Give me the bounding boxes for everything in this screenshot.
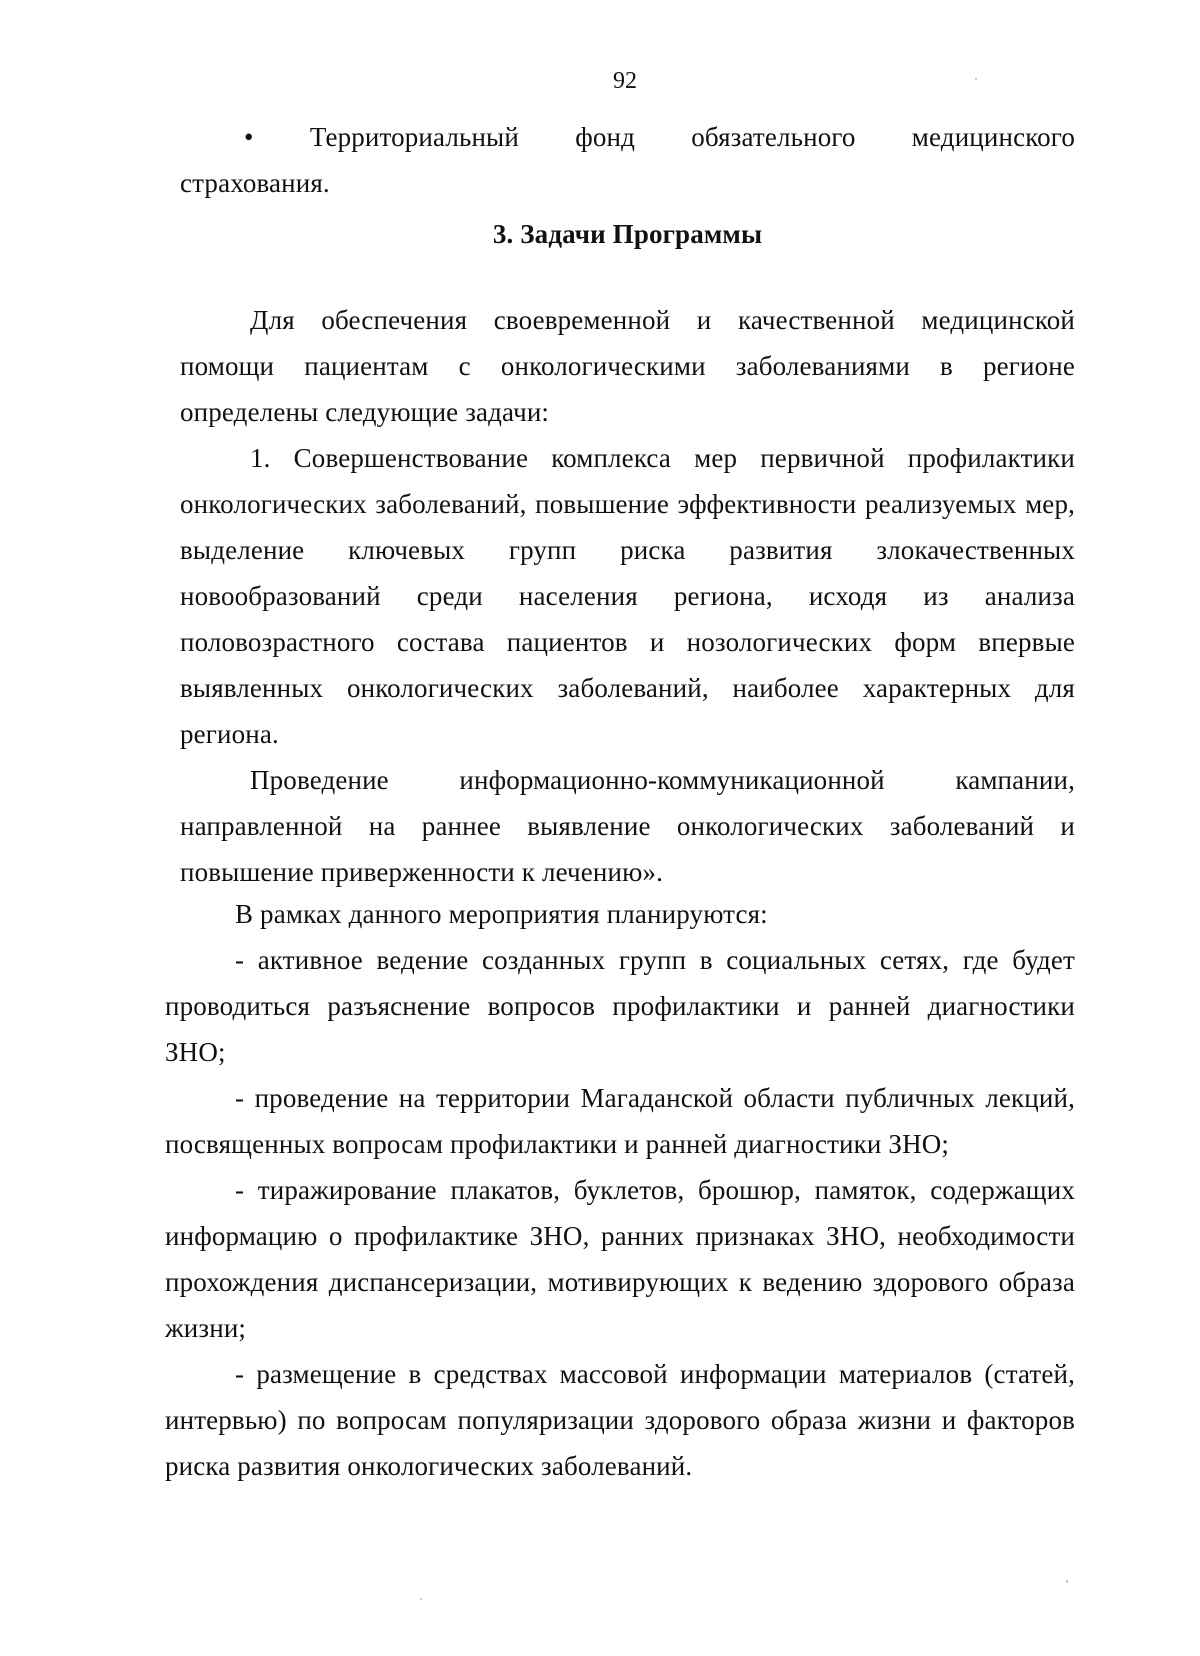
bullet-item [180, 114, 1075, 160]
bullet-word: медицинского [911, 122, 1075, 152]
bullet-word: обязательного [691, 122, 856, 152]
list-item: - тиражирование плакатов, буклетов, брошюр, памяток, содержащих информацию о профилактике ЗНО, ранних признаках ЗНО, необходимости прохождения диспансеризации, мотивирующих к ведению здорового образа жизни; [165, 1175, 1075, 1343]
intro-paragraph: Для обеспечения своевременной и качественной медицинской помощи пациентам с онкологическими заболеваниями в регионе определены следующие задачи: [180, 305, 1075, 427]
scan-speck [420, 1598, 422, 1600]
scan-speck [1066, 1580, 1068, 1583]
list-item: - проведение на территории Магаданской области публичных лекций, посвященных вопросам профилактики и ранней диагностики ЗНО; [165, 1083, 1075, 1159]
task-paragraph: 1. Совершенствование комплекса мер первичной профилактики онкологических заболеваний, повышение эффективности реализуемых мер, выделение ключевых групп риска развития злокачественных новообразований среди населения региона, исходя из анализа половозрастного состава пациентов и нозологических форм впервые выявленных онкологических заболеваний, наиболее характерных для региона. [180, 443, 1075, 749]
list-item: - активное ведение созданных групп в социальных сетях, где будет проводиться разъяснение вопросов профилактики и ранней диагностики ЗНО; [165, 945, 1075, 1067]
bullet-marker: • [244, 122, 254, 152]
main-text-block [180, 297, 1075, 895]
upper-text-block [180, 114, 1075, 206]
bullet-word: Территориальный [309, 122, 519, 152]
section-heading-block [180, 211, 1075, 257]
campaign-paragraph: Проведение информационно-коммуникационной кампании, направленной на раннее выявление онкологических заболеваний и повышение приверженности к лечению». [180, 765, 1075, 887]
page-number: 92 [613, 68, 637, 94]
planned-paragraph: В рамках данного мероприятия планируются: [235, 899, 768, 929]
section-title: 3. Задачи Программы [492, 219, 763, 249]
bullet-continuation: страхования. [180, 168, 330, 198]
list-item: - размещение в средствах массовой информации материалов (статей, интервью) по вопросам популяризации здорового образа жизни и факторов риска развития онкологических заболеваний. [165, 1359, 1075, 1481]
bullet-word: фонд [575, 122, 635, 152]
lower-text-block [165, 891, 1075, 1489]
scan-speck [975, 78, 977, 80]
